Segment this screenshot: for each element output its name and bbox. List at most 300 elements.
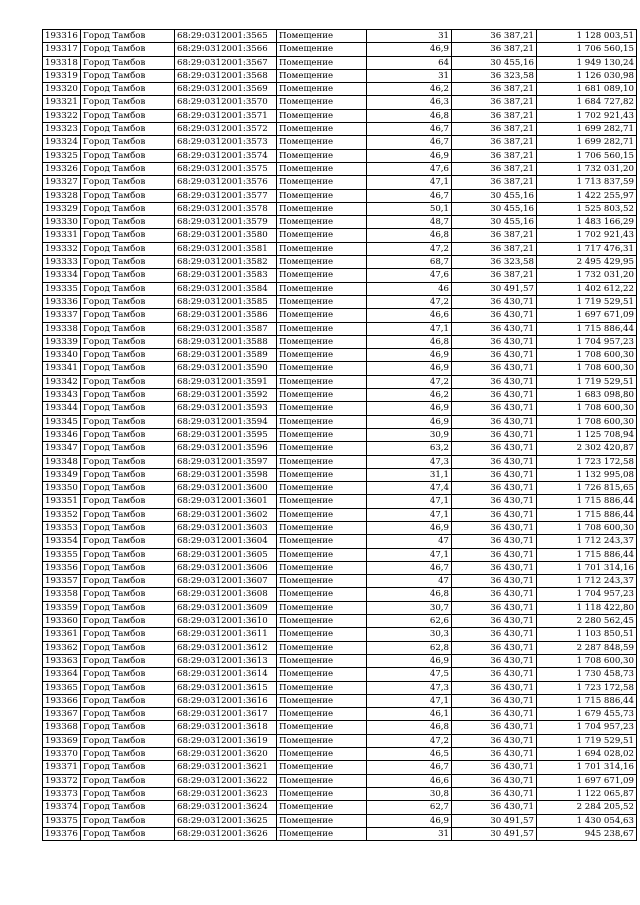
locality-cell: Город Тамбов bbox=[81, 654, 175, 667]
unit-value-cell: 30 455,16 bbox=[452, 56, 537, 69]
table-row bbox=[43, 615, 637, 628]
area-cell: 47,2 bbox=[367, 295, 452, 308]
area-cell: 46,8 bbox=[367, 229, 452, 242]
table-row bbox=[43, 641, 637, 654]
area-cell: 46,8 bbox=[367, 588, 452, 601]
cadastral-value-cell: 1 699 282,71 bbox=[537, 123, 637, 136]
cadastral-value-cell: 1 679 455,73 bbox=[537, 708, 637, 721]
object-type-cell: Помещение bbox=[277, 83, 367, 96]
object-type-cell: Помещение bbox=[277, 628, 367, 641]
cadastral-number-cell: 68:29:0312001:3587 bbox=[175, 322, 277, 335]
area-cell: 46,2 bbox=[367, 389, 452, 402]
area-cell: 47,6 bbox=[367, 162, 452, 175]
cadastral-value-cell: 1 702 921,43 bbox=[537, 229, 637, 242]
locality-cell: Город Тамбов bbox=[81, 814, 175, 827]
table-row bbox=[43, 349, 637, 362]
row-number-cell: 193366 bbox=[43, 694, 81, 707]
object-type-cell: Помещение bbox=[277, 601, 367, 614]
row-number-cell: 193339 bbox=[43, 335, 81, 348]
cadastral-number-cell: 68:29:0312001:3595 bbox=[175, 428, 277, 441]
row-number-cell: 193349 bbox=[43, 468, 81, 481]
cadastral-value-cell: 1 706 560,15 bbox=[537, 149, 637, 162]
table-row bbox=[43, 69, 637, 82]
row-number-cell: 193376 bbox=[43, 827, 81, 840]
unit-value-cell: 36 430,71 bbox=[452, 415, 537, 428]
cadastral-value-cell: 2 495 429,95 bbox=[537, 256, 637, 269]
unit-value-cell: 36 430,71 bbox=[452, 668, 537, 681]
cadastral-number-cell: 68:29:0312001:3613 bbox=[175, 654, 277, 667]
cadastral-number-cell: 68:29:0312001:3615 bbox=[175, 681, 277, 694]
cadastral-number-cell: 68:29:0312001:3566 bbox=[175, 43, 277, 56]
cadastral-value-cell: 1 430 054,63 bbox=[537, 814, 637, 827]
row-number-cell: 193323 bbox=[43, 123, 81, 136]
cadastral-number-cell: 68:29:0312001:3601 bbox=[175, 495, 277, 508]
object-type-cell: Помещение bbox=[277, 482, 367, 495]
unit-value-cell: 36 430,71 bbox=[452, 708, 537, 721]
unit-value-cell: 36 387,21 bbox=[452, 136, 537, 149]
row-number-cell: 193357 bbox=[43, 575, 81, 588]
area-cell: 64 bbox=[367, 56, 452, 69]
cadastral-number-cell: 68:29:0312001:3590 bbox=[175, 362, 277, 375]
cadastral-value-cell: 1 525 803,52 bbox=[537, 202, 637, 215]
object-type-cell: Помещение bbox=[277, 694, 367, 707]
cadastral-value-cell: 1 712 243,37 bbox=[537, 575, 637, 588]
object-type-cell: Помещение bbox=[277, 761, 367, 774]
row-number-cell: 193331 bbox=[43, 229, 81, 242]
unit-value-cell: 36 387,21 bbox=[452, 123, 537, 136]
unit-value-cell: 36 430,71 bbox=[452, 521, 537, 534]
locality-cell: Город Тамбов bbox=[81, 588, 175, 601]
area-cell: 47 bbox=[367, 575, 452, 588]
locality-cell: Город Тамбов bbox=[81, 668, 175, 681]
area-cell: 47,2 bbox=[367, 375, 452, 388]
locality-cell: Город Тамбов bbox=[81, 708, 175, 721]
unit-value-cell: 30 455,16 bbox=[452, 202, 537, 215]
unit-value-cell: 36 430,71 bbox=[452, 482, 537, 495]
table-row bbox=[43, 694, 637, 707]
cadastral-value-cell: 1 708 600,30 bbox=[537, 415, 637, 428]
object-type-cell: Помещение bbox=[277, 402, 367, 415]
locality-cell: Город Тамбов bbox=[81, 694, 175, 707]
table-row bbox=[43, 43, 637, 56]
object-type-cell: Помещение bbox=[277, 109, 367, 122]
unit-value-cell: 36 430,71 bbox=[452, 335, 537, 348]
cadastral-number-cell: 68:29:0312001:3592 bbox=[175, 389, 277, 402]
cadastral-value-cell: 1 128 003,51 bbox=[537, 30, 637, 43]
cadastral-number-cell: 68:29:0312001:3619 bbox=[175, 734, 277, 747]
object-type-cell: Помещение bbox=[277, 242, 367, 255]
unit-value-cell: 36 387,21 bbox=[452, 83, 537, 96]
cadastral-value-cell: 1 683 098,80 bbox=[537, 389, 637, 402]
cadastral-number-cell: 68:29:0312001:3582 bbox=[175, 256, 277, 269]
row-number-cell: 193319 bbox=[43, 69, 81, 82]
cadastral-value-cell: 1 717 476,31 bbox=[537, 242, 637, 255]
locality-cell: Город Тамбов bbox=[81, 189, 175, 202]
cadastral-number-cell: 68:29:0312001:3617 bbox=[175, 708, 277, 721]
table-row bbox=[43, 668, 637, 681]
unit-value-cell: 30 491,57 bbox=[452, 827, 537, 840]
row-number-cell: 193374 bbox=[43, 801, 81, 814]
area-cell: 46,9 bbox=[367, 654, 452, 667]
locality-cell: Город Тамбов bbox=[81, 216, 175, 229]
row-number-cell: 193368 bbox=[43, 721, 81, 734]
row-number-cell: 193343 bbox=[43, 389, 81, 402]
unit-value-cell: 30 455,16 bbox=[452, 189, 537, 202]
object-type-cell: Помещение bbox=[277, 136, 367, 149]
row-number-cell: 193373 bbox=[43, 787, 81, 800]
object-type-cell: Помещение bbox=[277, 827, 367, 840]
locality-cell: Город Тамбов bbox=[81, 535, 175, 548]
unit-value-cell: 36 430,71 bbox=[452, 428, 537, 441]
area-cell: 62,8 bbox=[367, 641, 452, 654]
cadastral-value-cell: 1 483 166,29 bbox=[537, 216, 637, 229]
area-cell: 30,3 bbox=[367, 628, 452, 641]
table-row bbox=[43, 335, 637, 348]
locality-cell: Город Тамбов bbox=[81, 176, 175, 189]
unit-value-cell: 36 387,21 bbox=[452, 269, 537, 282]
locality-cell: Город Тамбов bbox=[81, 575, 175, 588]
object-type-cell: Помещение bbox=[277, 615, 367, 628]
row-number-cell: 193327 bbox=[43, 176, 81, 189]
unit-value-cell: 36 430,71 bbox=[452, 468, 537, 481]
cadastral-number-cell: 68:29:0312001:3569 bbox=[175, 83, 277, 96]
cadastral-value-cell: 1 694 028,02 bbox=[537, 748, 637, 761]
unit-value-cell: 36 430,71 bbox=[452, 349, 537, 362]
area-cell: 46,1 bbox=[367, 708, 452, 721]
area-cell: 31,1 bbox=[367, 468, 452, 481]
table-row bbox=[43, 654, 637, 667]
object-type-cell: Помещение bbox=[277, 123, 367, 136]
row-number-cell: 193370 bbox=[43, 748, 81, 761]
locality-cell: Город Тамбов bbox=[81, 681, 175, 694]
cadastral-value-cell: 1 708 600,30 bbox=[537, 521, 637, 534]
cadastral-number-cell: 68:29:0312001:3609 bbox=[175, 601, 277, 614]
cadastral-value-cell: 1 726 815,65 bbox=[537, 482, 637, 495]
cadastral-value-cell: 1 708 600,30 bbox=[537, 349, 637, 362]
locality-cell: Город Тамбов bbox=[81, 256, 175, 269]
locality-cell: Город Тамбов bbox=[81, 468, 175, 481]
row-number-cell: 193363 bbox=[43, 654, 81, 667]
cadastral-number-cell: 68:29:0312001:3620 bbox=[175, 748, 277, 761]
table-row bbox=[43, 428, 637, 441]
area-cell: 47,3 bbox=[367, 455, 452, 468]
table-row bbox=[43, 681, 637, 694]
row-number-cell: 193328 bbox=[43, 189, 81, 202]
row-number-cell: 193367 bbox=[43, 708, 81, 721]
row-number-cell: 193369 bbox=[43, 734, 81, 747]
locality-cell: Город Тамбов bbox=[81, 787, 175, 800]
object-type-cell: Помещение bbox=[277, 521, 367, 534]
table-row bbox=[43, 123, 637, 136]
table-row bbox=[43, 242, 637, 255]
area-cell: 47,1 bbox=[367, 176, 452, 189]
cadastral-value-cell: 2 302 420,87 bbox=[537, 442, 637, 455]
row-number-cell: 193337 bbox=[43, 309, 81, 322]
object-type-cell: Помещение bbox=[277, 535, 367, 548]
area-cell: 46,9 bbox=[367, 521, 452, 534]
area-cell: 30,9 bbox=[367, 428, 452, 441]
area-cell: 47,1 bbox=[367, 508, 452, 521]
locality-cell: Город Тамбов bbox=[81, 721, 175, 734]
cadastral-value-cell: 1 402 612,22 bbox=[537, 282, 637, 295]
cadastral-value-cell: 1 708 600,30 bbox=[537, 362, 637, 375]
locality-cell: Город Тамбов bbox=[81, 109, 175, 122]
table-row bbox=[43, 229, 637, 242]
locality-cell: Город Тамбов bbox=[81, 269, 175, 282]
area-cell: 31 bbox=[367, 30, 452, 43]
unit-value-cell: 36 387,21 bbox=[452, 149, 537, 162]
unit-value-cell: 36 387,21 bbox=[452, 109, 537, 122]
locality-cell: Город Тамбов bbox=[81, 734, 175, 747]
table-row bbox=[43, 495, 637, 508]
unit-value-cell: 36 430,71 bbox=[452, 721, 537, 734]
locality-cell: Город Тамбов bbox=[81, 482, 175, 495]
cadastral-number-cell: 68:29:0312001:3580 bbox=[175, 229, 277, 242]
object-type-cell: Помещение bbox=[277, 734, 367, 747]
locality-cell: Город Тамбов bbox=[81, 375, 175, 388]
object-type-cell: Помещение bbox=[277, 588, 367, 601]
area-cell: 46,3 bbox=[367, 96, 452, 109]
area-cell: 30,7 bbox=[367, 601, 452, 614]
object-type-cell: Помещение bbox=[277, 256, 367, 269]
cadastral-number-cell: 68:29:0312001:3608 bbox=[175, 588, 277, 601]
row-number-cell: 193350 bbox=[43, 482, 81, 495]
object-type-cell: Помещение bbox=[277, 548, 367, 561]
row-number-cell: 193336 bbox=[43, 295, 81, 308]
object-type-cell: Помещение bbox=[277, 468, 367, 481]
table-row bbox=[43, 575, 637, 588]
object-type-cell: Помещение bbox=[277, 575, 367, 588]
cadastral-number-cell: 68:29:0312001:3598 bbox=[175, 468, 277, 481]
cadastral-value-cell: 1 702 921,43 bbox=[537, 109, 637, 122]
table-row bbox=[43, 455, 637, 468]
row-number-cell: 193375 bbox=[43, 814, 81, 827]
row-number-cell: 193334 bbox=[43, 269, 81, 282]
cadastral-number-cell: 68:29:0312001:3578 bbox=[175, 202, 277, 215]
table-row bbox=[43, 216, 637, 229]
area-cell: 47,2 bbox=[367, 242, 452, 255]
object-type-cell: Помещение bbox=[277, 787, 367, 800]
unit-value-cell: 36 430,71 bbox=[452, 628, 537, 641]
cadastral-value-cell: 1 132 995,08 bbox=[537, 468, 637, 481]
cadastral-number-cell: 68:29:0312001:3616 bbox=[175, 694, 277, 707]
area-cell: 46,2 bbox=[367, 83, 452, 96]
cadastral-number-cell: 68:29:0312001:3574 bbox=[175, 149, 277, 162]
cadastral-value-cell: 1 712 243,37 bbox=[537, 535, 637, 548]
cadastral-value-cell: 1 706 560,15 bbox=[537, 43, 637, 56]
row-number-cell: 193359 bbox=[43, 601, 81, 614]
locality-cell: Город Тамбов bbox=[81, 202, 175, 215]
table-row bbox=[43, 734, 637, 747]
table-row bbox=[43, 588, 637, 601]
area-cell: 48,7 bbox=[367, 216, 452, 229]
cadastral-number-cell: 68:29:0312001:3570 bbox=[175, 96, 277, 109]
table-row bbox=[43, 269, 637, 282]
cadastral-value-cell: 1 684 727,82 bbox=[537, 96, 637, 109]
object-type-cell: Помещение bbox=[277, 295, 367, 308]
row-number-cell: 193354 bbox=[43, 535, 81, 548]
table-row bbox=[43, 442, 637, 455]
cadastral-number-cell: 68:29:0312001:3611 bbox=[175, 628, 277, 641]
cadastral-number-cell: 68:29:0312001:3624 bbox=[175, 801, 277, 814]
object-type-cell: Помещение bbox=[277, 43, 367, 56]
cadastral-number-cell: 68:29:0312001:3596 bbox=[175, 442, 277, 455]
cadastral-number-cell: 68:29:0312001:3610 bbox=[175, 615, 277, 628]
cadastral-value-cell: 2 280 562,45 bbox=[537, 615, 637, 628]
cadastral-value-cell: 1 719 529,51 bbox=[537, 295, 637, 308]
cadastral-value-cell: 945 238,67 bbox=[537, 827, 637, 840]
table-row bbox=[43, 708, 637, 721]
table-row bbox=[43, 521, 637, 534]
cadastral-number-cell: 68:29:0312001:3584 bbox=[175, 282, 277, 295]
row-number-cell: 193351 bbox=[43, 495, 81, 508]
row-number-cell: 193322 bbox=[43, 109, 81, 122]
locality-cell: Город Тамбов bbox=[81, 495, 175, 508]
area-cell: 68,7 bbox=[367, 256, 452, 269]
area-cell: 63,2 bbox=[367, 442, 452, 455]
cadastral-number-cell: 68:29:0312001:3588 bbox=[175, 335, 277, 348]
cadastral-number-cell: 68:29:0312001:3583 bbox=[175, 269, 277, 282]
cadastral-number-cell: 68:29:0312001:3579 bbox=[175, 216, 277, 229]
unit-value-cell: 30 455,16 bbox=[452, 216, 537, 229]
object-type-cell: Помещение bbox=[277, 362, 367, 375]
row-number-cell: 193330 bbox=[43, 216, 81, 229]
row-number-cell: 193321 bbox=[43, 96, 81, 109]
cadastral-number-cell: 68:29:0312001:3604 bbox=[175, 535, 277, 548]
table-row bbox=[43, 362, 637, 375]
locality-cell: Город Тамбов bbox=[81, 389, 175, 402]
unit-value-cell: 36 430,71 bbox=[452, 442, 537, 455]
cadastral-value-cell: 1 715 886,44 bbox=[537, 508, 637, 521]
locality-cell: Город Тамбов bbox=[81, 615, 175, 628]
object-type-cell: Помещение bbox=[277, 495, 367, 508]
table-row bbox=[43, 56, 637, 69]
area-cell: 50,1 bbox=[367, 202, 452, 215]
unit-value-cell: 36 387,21 bbox=[452, 229, 537, 242]
table-row bbox=[43, 402, 637, 415]
cadastral-value-cell: 1 118 422,80 bbox=[537, 601, 637, 614]
object-type-cell: Помещение bbox=[277, 641, 367, 654]
locality-cell: Город Тамбов bbox=[81, 601, 175, 614]
table-body bbox=[43, 30, 637, 841]
object-type-cell: Помещение bbox=[277, 375, 367, 388]
row-number-cell: 193341 bbox=[43, 362, 81, 375]
object-type-cell: Помещение bbox=[277, 428, 367, 441]
cadastral-value-cell: 1 713 837,59 bbox=[537, 176, 637, 189]
unit-value-cell: 36 430,71 bbox=[452, 508, 537, 521]
locality-cell: Город Тамбов bbox=[81, 149, 175, 162]
cadastral-number-cell: 68:29:0312001:3626 bbox=[175, 827, 277, 840]
table-row bbox=[43, 256, 637, 269]
row-number-cell: 193342 bbox=[43, 375, 81, 388]
row-number-cell: 193371 bbox=[43, 761, 81, 774]
area-cell: 46,6 bbox=[367, 774, 452, 787]
unit-value-cell: 36 430,71 bbox=[452, 801, 537, 814]
area-cell: 47,4 bbox=[367, 482, 452, 495]
object-type-cell: Помещение bbox=[277, 801, 367, 814]
row-number-cell: 193324 bbox=[43, 136, 81, 149]
unit-value-cell: 36 430,71 bbox=[452, 694, 537, 707]
cadastral-value-cell: 1 103 850,51 bbox=[537, 628, 637, 641]
cadastral-value-cell: 1 122 065,87 bbox=[537, 787, 637, 800]
cadastral-value-cell: 2 284 205,52 bbox=[537, 801, 637, 814]
table-row bbox=[43, 109, 637, 122]
area-cell: 46 bbox=[367, 282, 452, 295]
object-type-cell: Помещение bbox=[277, 176, 367, 189]
cadastral-number-cell: 68:29:0312001:3605 bbox=[175, 548, 277, 561]
cadastral-value-cell: 1 715 886,44 bbox=[537, 548, 637, 561]
area-cell: 46,7 bbox=[367, 136, 452, 149]
object-type-cell: Помещение bbox=[277, 668, 367, 681]
locality-cell: Город Тамбов bbox=[81, 508, 175, 521]
row-number-cell: 193372 bbox=[43, 774, 81, 787]
area-cell: 46,7 bbox=[367, 123, 452, 136]
cadastral-value-cell: 1 949 130,24 bbox=[537, 56, 637, 69]
unit-value-cell: 36 430,71 bbox=[452, 548, 537, 561]
table-row bbox=[43, 774, 637, 787]
cadastral-value-cell: 1 723 172,58 bbox=[537, 455, 637, 468]
unit-value-cell: 36 387,21 bbox=[452, 96, 537, 109]
area-cell: 31 bbox=[367, 827, 452, 840]
cadastral-value-cell: 1 125 708,94 bbox=[537, 428, 637, 441]
cadastral-value-cell: 1 422 255,97 bbox=[537, 189, 637, 202]
unit-value-cell: 36 430,71 bbox=[452, 535, 537, 548]
table-row bbox=[43, 202, 637, 215]
object-type-cell: Помещение bbox=[277, 442, 367, 455]
locality-cell: Город Тамбов bbox=[81, 136, 175, 149]
row-number-cell: 193352 bbox=[43, 508, 81, 521]
table-row bbox=[43, 561, 637, 574]
row-number-cell: 193329 bbox=[43, 202, 81, 215]
cadastral-value-cell: 1 732 031,20 bbox=[537, 269, 637, 282]
unit-value-cell: 36 430,71 bbox=[452, 561, 537, 574]
cadastral-value-cell: 1 704 957,23 bbox=[537, 721, 637, 734]
area-cell: 62,6 bbox=[367, 615, 452, 628]
table-row bbox=[43, 96, 637, 109]
unit-value-cell: 36 430,71 bbox=[452, 402, 537, 415]
cadastral-number-cell: 68:29:0312001:3594 bbox=[175, 415, 277, 428]
area-cell: 47 bbox=[367, 535, 452, 548]
locality-cell: Город Тамбов bbox=[81, 428, 175, 441]
object-type-cell: Помещение bbox=[277, 96, 367, 109]
cadastral-value-cell: 1 719 529,51 bbox=[537, 734, 637, 747]
cadastral-number-cell: 68:29:0312001:3612 bbox=[175, 641, 277, 654]
unit-value-cell: 36 430,71 bbox=[452, 495, 537, 508]
unit-value-cell: 36 430,71 bbox=[452, 322, 537, 335]
table-row bbox=[43, 601, 637, 614]
locality-cell: Город Тамбов bbox=[81, 242, 175, 255]
cadastral-value-cell: 1 732 031,20 bbox=[537, 162, 637, 175]
unit-value-cell: 36 430,71 bbox=[452, 681, 537, 694]
area-cell: 46,7 bbox=[367, 189, 452, 202]
cadastral-value-cell: 1 701 314,16 bbox=[537, 761, 637, 774]
row-number-cell: 193338 bbox=[43, 322, 81, 335]
row-number-cell: 193361 bbox=[43, 628, 81, 641]
object-type-cell: Помещение bbox=[277, 654, 367, 667]
cadastral-value-cell: 1 701 314,16 bbox=[537, 561, 637, 574]
unit-value-cell: 36 387,21 bbox=[452, 176, 537, 189]
locality-cell: Город Тамбов bbox=[81, 801, 175, 814]
unit-value-cell: 36 387,21 bbox=[452, 242, 537, 255]
unit-value-cell: 36 430,71 bbox=[452, 734, 537, 747]
cadastral-number-cell: 68:29:0312001:3603 bbox=[175, 521, 277, 534]
table-row bbox=[43, 468, 637, 481]
row-number-cell: 193333 bbox=[43, 256, 81, 269]
object-type-cell: Помещение bbox=[277, 561, 367, 574]
unit-value-cell: 36 430,71 bbox=[452, 588, 537, 601]
table-row bbox=[43, 535, 637, 548]
locality-cell: Город Тамбов bbox=[81, 402, 175, 415]
